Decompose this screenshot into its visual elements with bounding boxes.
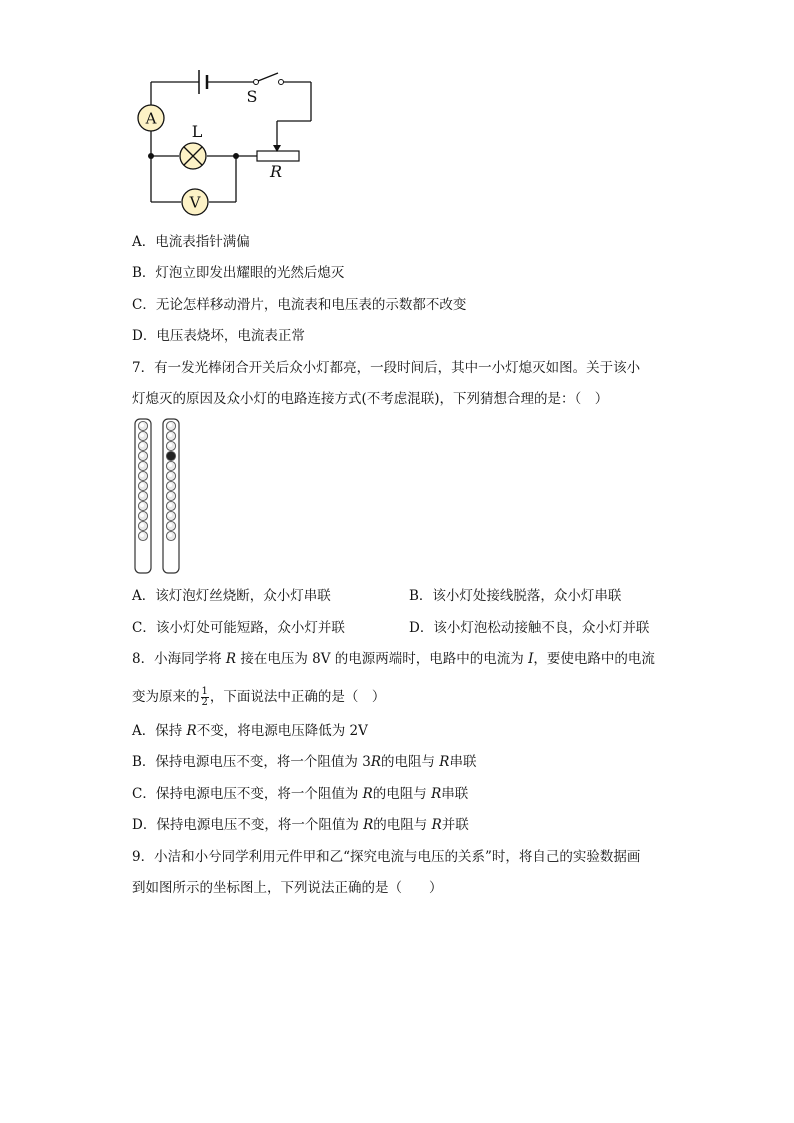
voltmeter-label: V xyxy=(189,193,201,212)
q8-stem-line2: 变为原来的 $\frac{1}{2}$ ，下面说法中正确的是（ ） xyxy=(132,686,386,708)
q7-option-a: A．该灯泡灯丝烧断，众小灯串联 xyxy=(132,588,331,604)
q8-stem-line1: 8．小海同学将 R 接在电压为 8V 的电源两端时，电路中的电流为 I，要使电路中的电流 xyxy=(132,651,655,667)
q7-stem-line1: 7．有一发光棒闭合开关后众小灯都亮，一段时间后，其中一小灯熄灭如图。关于该小 xyxy=(132,360,641,376)
ammeter-label: A xyxy=(145,109,157,128)
bulb-highlight xyxy=(168,433,172,437)
lamp-label: L xyxy=(191,122,203,141)
q7-option-d: D．该小灯泡松动接触不良，众小灯并联 xyxy=(409,620,650,636)
q8-option-b: B．保持电源电压不变，将一个阻值为 3R的电阻与 R串联 xyxy=(132,754,477,770)
light-stick-right xyxy=(163,419,179,573)
bulb-highlight xyxy=(168,443,172,447)
bulb-highlight xyxy=(140,423,144,427)
q8-option-d: D．保持电源电压不变，将一个阻值为 R的电阻与 R并联 xyxy=(132,817,469,833)
voltmeter-icon xyxy=(182,189,208,215)
bulb-highlight xyxy=(168,513,172,517)
bulb-highlight xyxy=(140,523,144,527)
q8-option-a: A．保持 R不变，将电源电压降低为 2V xyxy=(132,723,368,739)
q8-option-c: C．保持电源电压不变，将一个阻值为 R的电阻与 R串联 xyxy=(132,786,469,802)
switch-label: S xyxy=(246,87,258,106)
bulb-highlight xyxy=(140,463,144,467)
bulb-highlight xyxy=(140,533,144,537)
lamp-icon xyxy=(180,143,206,169)
resistor-label: R xyxy=(269,162,283,181)
bulb-highlight xyxy=(168,423,172,427)
bulb-highlight xyxy=(140,453,144,457)
bulb-highlight xyxy=(140,433,144,437)
bulb-highlight xyxy=(168,503,172,507)
light-stick-figure xyxy=(130,416,186,578)
q9-stem-line1: 9．小洁和小兮同学利用元件甲和乙“探究电流与电压的关系”时，将自己的实验数据画 xyxy=(132,849,641,865)
q9-stem-line2: 到如图所示的坐标图上，下列说法正确的是（ ） xyxy=(132,880,443,896)
q7-stem-line2: 灯熄灭的原因及众小灯的电路连接方式(不考虑混联)，下列猜想合理的是：（ ） xyxy=(132,391,609,407)
q6-option-c: C．无论怎样移动滑片，电流表和电压表的示数都不改变 xyxy=(132,297,467,313)
q6-option-d: D．电压表烧坏，电流表正常 xyxy=(132,328,305,344)
q7-option-b: B．该小灯处接线脱落，众小灯串联 xyxy=(409,588,622,604)
q6-option-a: A．电流表指针满偏 xyxy=(132,234,250,250)
bulb-highlight xyxy=(140,473,144,477)
bulb-highlight xyxy=(140,493,144,497)
bulb-highlight xyxy=(168,473,172,477)
bulb-highlight xyxy=(168,463,172,467)
bulb-highlight xyxy=(140,483,144,487)
bulb-highlight xyxy=(140,443,144,447)
bulb-highlight xyxy=(168,493,172,497)
bulb-highlight xyxy=(168,533,172,537)
q7-option-c: C．该小灯处可能短路，众小灯并联 xyxy=(132,620,345,636)
fraction-one-half: $\frac{1}{2}$ xyxy=(201,686,208,708)
unlit-bulb xyxy=(166,451,175,460)
q6-option-b: B．灯泡立即发出耀眼的光然后熄灭 xyxy=(132,265,345,281)
bulb-highlight xyxy=(168,523,172,527)
light-stick-left xyxy=(135,419,151,573)
bulb-highlight xyxy=(140,503,144,507)
bulb-highlight xyxy=(168,483,172,487)
circuit-diagram xyxy=(120,62,320,220)
ammeter-icon xyxy=(138,105,164,131)
bulb-highlight xyxy=(140,513,144,517)
